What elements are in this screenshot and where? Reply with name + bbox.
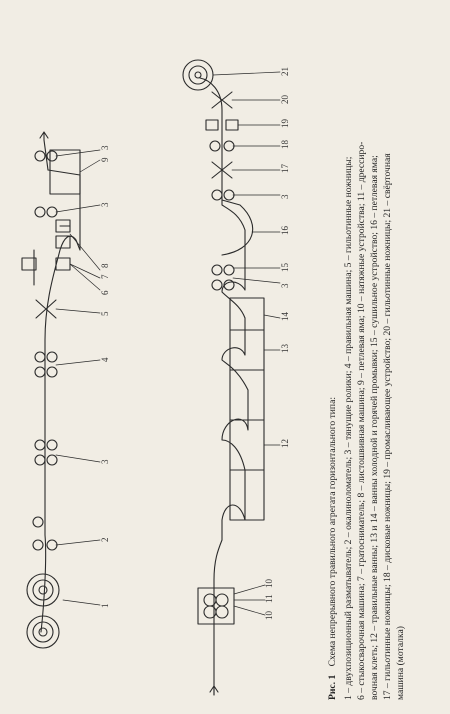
recoiler-coil	[183, 60, 213, 90]
callout-number: 9	[100, 157, 110, 162]
loop-pit-1	[50, 150, 80, 194]
callout-number: 18	[280, 140, 290, 149]
pickling-tanks	[230, 370, 264, 520]
callout-number: 15	[280, 263, 290, 272]
callout-number: 1	[100, 603, 110, 608]
callout-number: 12	[280, 439, 290, 448]
upper-callout-numbers	[100, 145, 110, 608]
upper-leader-lines	[56, 150, 100, 605]
callout-number: 19	[280, 119, 290, 128]
upper-exit-arrow	[40, 132, 48, 140]
callout-number: 20	[280, 95, 290, 104]
lower-callout-numbers	[264, 67, 290, 620]
pickling-line-schematic	[22, 60, 280, 695]
callout-number: 14	[280, 312, 290, 321]
stitcher-block	[56, 220, 70, 248]
lower-leader-lines	[213, 72, 280, 615]
callout-number: 4	[100, 357, 110, 362]
callout-number: 16	[280, 226, 290, 235]
callout-number: 3	[280, 194, 290, 199]
leveller-rolls	[35, 352, 57, 377]
caption-line-1: 1 – двухпозиционный разматыватель; 2 – окалиноломатель; 3 – тянущие ролики; 4 – правильная машина; 5 – гильотинные ножницы;	[343, 156, 354, 700]
callout-number: 8	[100, 263, 110, 268]
callout-number: 2	[100, 537, 110, 542]
callout-number: 3	[280, 283, 290, 288]
caption-title: Рис. 1 Схема непрерывного травильного агрегата горизонтального типа:	[327, 397, 338, 700]
callout-number: 21	[280, 67, 290, 76]
caption-line-3: вочная клеть; 12 – травильные ванны; 13 и 14 – ванны холодной и горячей промывки; 15 – сушильное устройство; 16 – петлевая яма;	[369, 155, 380, 700]
callout-number: 10	[264, 611, 274, 620]
callout-number: 17	[280, 164, 290, 173]
callout-number: 3	[100, 459, 110, 464]
skin-pass-mill	[198, 588, 234, 624]
callout-number: 13	[280, 344, 290, 353]
callout-number: 7	[100, 274, 110, 279]
callout-number: 10	[264, 579, 274, 588]
callout-number: 11	[264, 594, 274, 603]
welder-block	[22, 250, 70, 285]
callout-number: 3	[100, 202, 110, 207]
callout-number: 5	[100, 311, 110, 316]
pinch-rolls-group-2	[35, 207, 57, 217]
figure-caption	[327, 142, 406, 700]
rinse-tanks	[230, 298, 264, 370]
pinch-rolls-group-1	[35, 440, 57, 465]
pinch-rolls-group-4	[212, 190, 234, 200]
callout-number: 3	[100, 145, 110, 150]
caption-line-2: 6 – стыкосварочная машина; 7 – гратосниматель; 8 – листошвивная машина; 9 – петлевая яма; 10 – натяжные устройства; 11 – дрессиро-	[356, 141, 367, 700]
lower-strip-path	[200, 78, 248, 695]
callout-number: 6	[100, 290, 110, 295]
caption-line-4: 17 – гильотинные ножницы; 18 – дисковые ножницы; 19 – промасливающее устройство; 20 – гильотинные ножницы; 21 – свёрточная	[382, 153, 393, 700]
caption-line-5: машина (моталка)	[395, 626, 406, 700]
